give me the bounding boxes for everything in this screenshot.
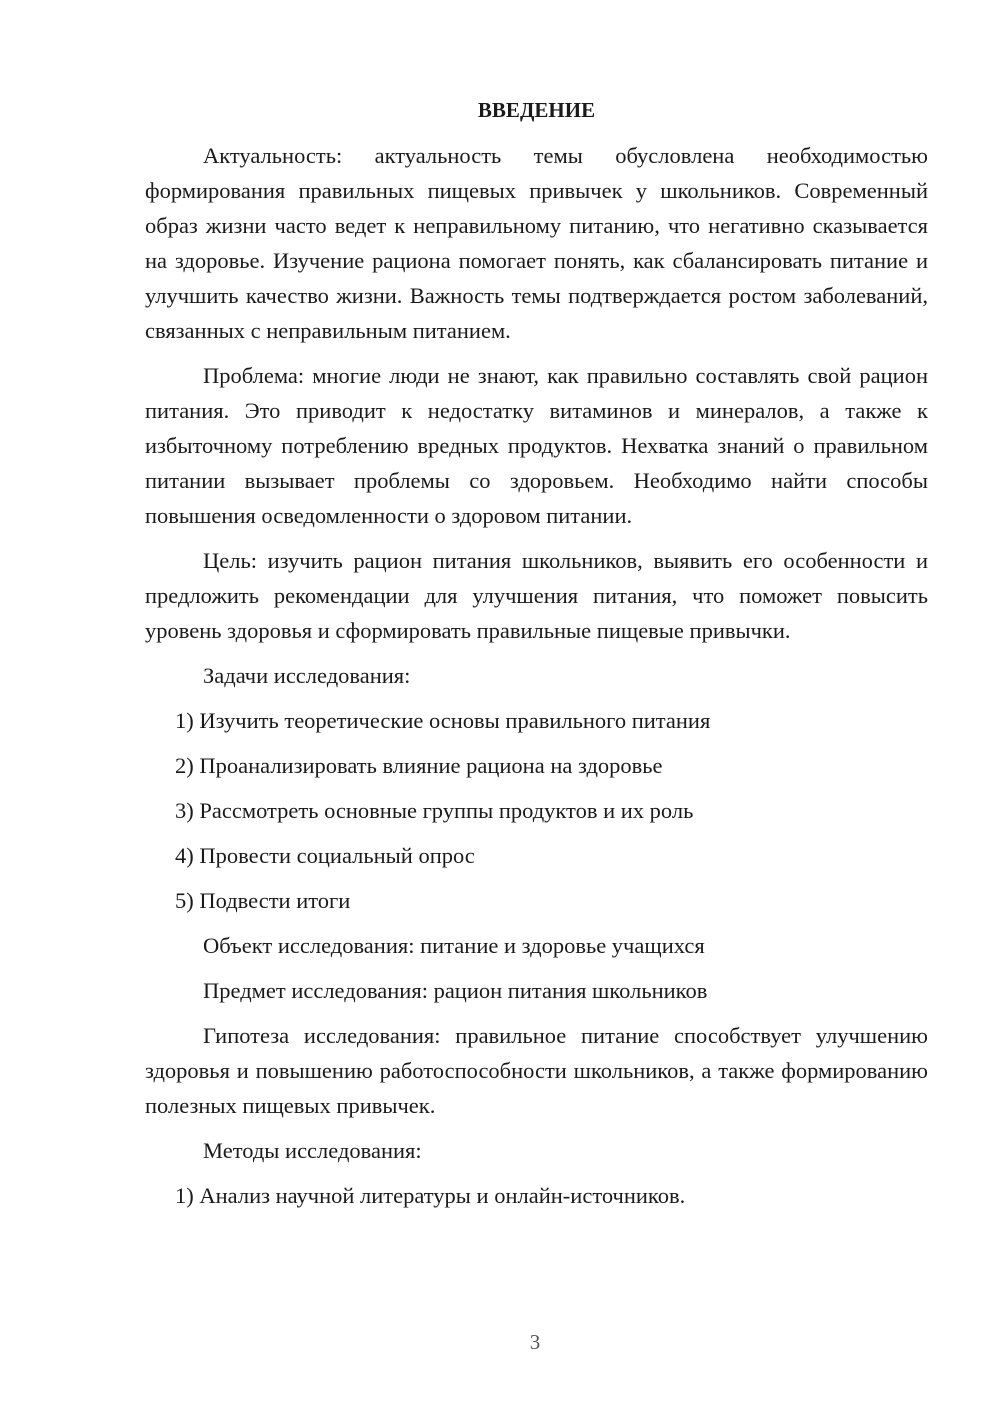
list-item: 1) Изучить теоретические основы правильного питания — [175, 708, 711, 733]
problem-paragraph: Проблема: многие люди не знают, как правильно составлять свой рацион питания. Это приводит к недостатку витаминов и минералов, а также к избыточному потреблению вредных продуктов. Нехватка знаний о правильном питании вызывает проблемы со здоровьем. Необходимо найти способы повышения осведомленности о здоровом питании. — [145, 363, 928, 528]
tasks-heading: Задачи исследования: — [203, 663, 411, 688]
list-item: 2) Проанализировать влияние рациона на здоровье — [175, 753, 663, 778]
methods-heading: Методы исследования: — [203, 1138, 422, 1163]
research-subject: Предмет исследования: рацион питания школьников — [203, 978, 708, 1003]
methods-list — [145, 1178, 928, 1213]
list-item: 3) Рассмотреть основные группы продуктов и их роль — [175, 798, 694, 823]
list-item: 1) Анализ научной литературы и онлайн-источников. — [175, 1183, 686, 1208]
page-number: 3 — [529, 1330, 541, 1354]
relevance-paragraph: Актуальность: актуальность темы обусловлена необходимостью формирования правильных пищевых привычек у школьников. Современный образ жизни часто ведет к неправильному питанию, что негативно сказывается на здоровье. Изучение рациона помогает понять, как сбалансировать питание и улучшить качество жизни. Важность темы подтверждается ростом заболеваний, связанных с неправильным питанием. — [145, 143, 928, 343]
list-item: 5) Подвести итоги — [175, 888, 351, 913]
page-body — [145, 93, 928, 1223]
research-object: Объект исследования: питание и здоровье учащихся — [203, 933, 705, 958]
hypothesis-paragraph: Гипотеза исследования: правильное питание способствует улучшению здоровья и повышению работоспособности школьников, а также формированию полезных пищевых привычек. — [145, 1023, 928, 1118]
tasks-list — [145, 703, 928, 918]
goal-paragraph: Цель: изучить рацион питания школьников, выявить его особенности и предложить рекомендации для улучшения питания, что поможет повысить уровень здоровья и сформировать правильные пищевые привычки. — [145, 548, 928, 643]
section-title: ВВЕДЕНИЕ — [477, 98, 596, 122]
list-item: 4) Провести социальный опрос — [175, 843, 475, 868]
